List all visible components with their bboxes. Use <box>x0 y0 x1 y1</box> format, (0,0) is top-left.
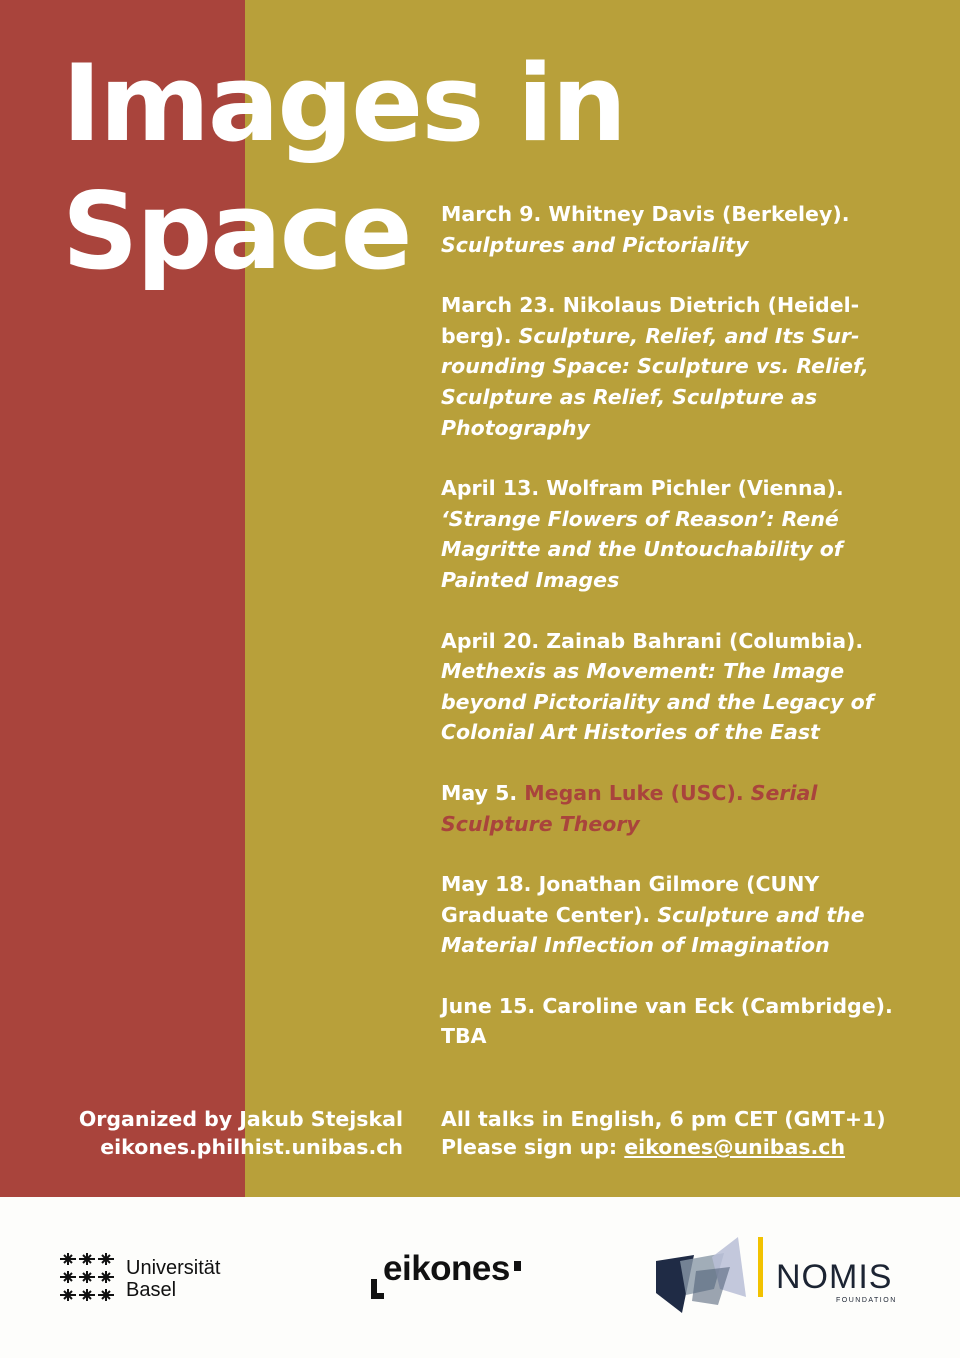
talks-info: All talks in English, 6 pm CET (GMT+1) <box>441 1107 886 1131</box>
talk-speaker: Caroline van Eck (Cambridge). <box>542 993 893 1018</box>
talk-speaker: Jonathan Gilmore (CUNY Graduate Center). <box>441 872 820 927</box>
talk-title: Serial Sculpture Theory <box>441 780 818 836</box>
unibas-wordmark <box>126 1257 220 1301</box>
talk-speaker: Zainab Bahrani (Columbia). <box>546 628 864 653</box>
nomis-logo[interactable] <box>652 1231 902 1325</box>
talk-item <box>441 991 911 1052</box>
eikones-wordmark: eikones <box>383 1249 510 1288</box>
talk-item <box>441 869 911 961</box>
title-line-2: Space <box>62 170 411 293</box>
unibas-emblem-icon <box>58 1251 116 1307</box>
talk-title: TBA <box>441 1024 487 1049</box>
talk-speaker: Megan Luke (USC). <box>524 780 744 805</box>
talk-title: Sculptures and Pictoriality <box>441 232 749 257</box>
talk-title: ‘Strange Flowers of Reason’: René Magritte and the Untouchability of Painted Images <box>441 506 843 592</box>
nomis-wordmark: NOMIS <box>776 1258 893 1296</box>
talk-speaker: Whitney Davis (Berkeley). <box>548 202 850 226</box>
talk-item <box>441 626 911 748</box>
unibas-line-1: Universität <box>126 1257 221 1279</box>
talk-date: May 5. <box>441 780 518 805</box>
talk-date: April 13. <box>441 476 540 501</box>
talk-title: Sculpture, Relief, and Its Surrounding Space: Sculpture vs. Relief, Sculpture as Relief, Sculpture as Photography <box>441 323 869 440</box>
talk-item <box>441 473 911 595</box>
talk-date: April 20. <box>441 628 540 653</box>
talks-list <box>441 199 911 1082</box>
talk-date: June 15. <box>441 993 536 1018</box>
signup-label: Please sign up: <box>441 1135 618 1159</box>
info-block <box>441 1105 941 1161</box>
nomis-shapes-icon <box>652 1231 772 1325</box>
organizer-block <box>30 1105 403 1161</box>
talk-title: Methexis as Movement: The Image beyond Pictoriality and the Legacy of Colonial Art Histories of the East <box>441 659 874 745</box>
signup-email-link[interactable]: eikones@unibas.ch <box>624 1135 846 1159</box>
website-link[interactable]: eikones.philhist.unibas.ch <box>100 1135 403 1159</box>
talk-item-highlighted <box>441 778 911 839</box>
talk-title: Sculpture and the Material Inflection of Imagination <box>441 902 865 958</box>
nomis-subtitle: FOUNDATION <box>836 1297 897 1304</box>
unibas-logo[interactable] <box>58 1251 220 1307</box>
talk-speaker: Wolfram Pichler (Vienna). <box>546 476 844 501</box>
signup-line <box>441 1133 941 1161</box>
talk-item <box>441 199 911 260</box>
talk-date: May 18. <box>441 872 532 897</box>
talk-date: March 23. <box>441 293 556 318</box>
talk-item <box>441 290 911 443</box>
title-line-1: Images in <box>62 42 625 165</box>
organizer-name: Organized by Jakub Stejskal <box>78 1107 403 1131</box>
logo-bar <box>0 1197 960 1358</box>
talk-speaker: Nikolaus Dietrich (Heidelberg). <box>441 293 860 348</box>
talk-date: March 9. <box>441 202 542 226</box>
unibas-line-2: Basel <box>126 1279 177 1301</box>
